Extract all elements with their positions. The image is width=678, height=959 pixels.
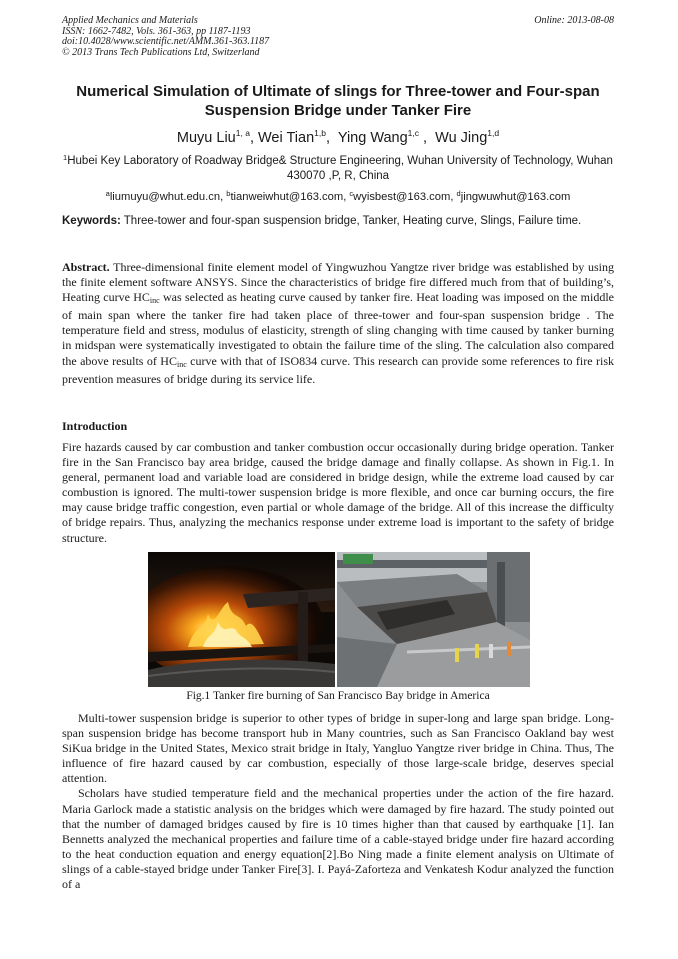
body-text bbox=[62, 711, 614, 892]
author-separator: , bbox=[249, 130, 258, 146]
author-superscript: 1,d bbox=[487, 128, 500, 138]
fire-photo bbox=[148, 552, 335, 687]
email-superscript: b bbox=[226, 189, 231, 198]
affiliation-superscript: 1 bbox=[63, 153, 68, 162]
journal-header bbox=[62, 16, 269, 58]
abstract-text: was selected as heating curve caused by tanker fire. Heat loading was imposed on the middle of main span where the tanker fire had taken place of three-tower and four-span suspension bridge . The temperature field and stress, modulus of elasticity, strength of sling changing with time caused by tanker burning in midspan were systematically investigated to obtain the failure time of the sling. The calculation also compared the above results of HC bbox=[62, 290, 614, 368]
email-separator: , bbox=[220, 191, 227, 203]
paper-title: Numerical Simulation of Ultimate of slings for Three-tower and Four-span Suspension Bridge under Tanker Fire bbox=[76, 83, 600, 119]
affiliation bbox=[62, 150, 614, 184]
author-separator: , bbox=[419, 130, 436, 146]
author-name: Muyu Liu bbox=[176, 130, 236, 146]
email-separator: , bbox=[343, 191, 350, 203]
email-separator: , bbox=[450, 191, 457, 203]
email-link[interactable]: tianweiwhut@163.com bbox=[230, 191, 344, 203]
section-heading-introduction: Introduction bbox=[62, 419, 128, 433]
author-name: Wei Tian bbox=[258, 130, 315, 146]
collapse-photo bbox=[337, 552, 530, 687]
email-link[interactable]: liumuyu@whut.edu.cn bbox=[109, 191, 221, 203]
abstract bbox=[62, 260, 614, 387]
author-name: Wu Jing bbox=[435, 130, 488, 146]
online-date: Online: 2013-08-08 bbox=[534, 15, 614, 26]
introduction-paragraph: Fire hazards caused by car combustion and tanker combustion occur occasionally during bridge operation. Tanker fire in the San Francisco bay area bridge, caused the bridge damage and finally collapse. As shown in Fig.1. In general, permanent load and variable load are considered in bridge design, while the extreme load caused by car combustion is ignored. The multi-tower suspension bridge is more flexible, and once car burning occurs, the fire may cause bridge traffic congestion, even partial or whole damage of the bridge. All of this increase the difficulty of bridge repairs. Thus, analyzing the mechanics response under extreme load is important to the safety of bridge structure. bbox=[62, 440, 614, 545]
keywords-text: Three-tower and four-span suspension bridge, Tanker, Heating curve, Slings, Failure time. bbox=[120, 215, 582, 227]
keywords-label: Keywords: bbox=[62, 215, 121, 227]
journal-issn: ISSN: 1662-7482, Vols. 361-363, pp 1187-1193 bbox=[62, 25, 251, 37]
journal-copyright: © 2013 Trans Tech Publications Ltd, Switzerland bbox=[62, 46, 260, 58]
email-link[interactable]: wyisbest@163.com bbox=[353, 191, 451, 203]
email-list bbox=[62, 187, 614, 204]
body-paragraph: Multi-tower suspension bridge is superior to other types of bridge in super-long and large span bridge. Long-span suspension bridge has become transport hub in Many countries, such as San Francisco Oakland bay west SiKua bridge in the United States, Mexico strait bridge in Italy, Yangluo Yangtze river bridge in China. Thus, The influence of fire hazard caused by car combustion, especially of those large-scale bridge, deserves special attention. bbox=[62, 711, 614, 786]
body-paragraph: Scholars have studied temperature field and the mechanical properties under the action of the fire hazard. Maria Garlock made a statistic analysis on the bridges which were damaged by fire hazard. The study pointed out that the number of damaged bridges caused by fire is 10 times higher than that caused by earthquake [1]. Ian Bennetts analyzed the mechanical properties and failure time of a cable-stayed bridge under fire hazard according to the heat conduction equation and energy equation[2].Bo Ning made a finite element analysis on Ultimate of slings of a cable-stayed bridge under Tanker Fire[3]. I. Payá-Zaforteza and Venkatesh Kodur analyzed the function of a bbox=[62, 786, 614, 892]
abstract-text: curve with that of ISO834 curve. This research can provide some references to fire risk prevention measures of bridge during its service life. bbox=[62, 353, 614, 386]
author-superscript: 1, a bbox=[235, 128, 250, 138]
abstract-text: Three-dimensional finite element model of Yingwuzhou Yangtze river bridge was established by using the finite element software ANSYS. Since the characteristics of bridge fire differed much from that of building’s, Heating curve HC bbox=[62, 260, 614, 305]
affiliation-text: Hubei Key Laboratory of Roadway Bridge& Structure Engineering, Wuhan University of Technology, Wuhan 430070 ,P, R, China bbox=[67, 155, 613, 182]
email-superscript: c bbox=[349, 189, 354, 198]
email-superscript: d bbox=[456, 189, 461, 198]
author-name: Ying Wang bbox=[337, 130, 408, 146]
abstract-subscript: inc bbox=[176, 359, 187, 369]
email-superscript: a bbox=[105, 189, 110, 198]
author-separator: , bbox=[325, 130, 338, 146]
email-link[interactable]: jingwuwhut@163.com bbox=[460, 191, 571, 203]
figure-caption: Fig.1 Tanker fire burning of San Francisco Bay bridge in America bbox=[186, 690, 490, 702]
journal-doi: doi:10.4028/www.scientific.net/AMM.361-363.1187 bbox=[62, 36, 270, 47]
author-list bbox=[62, 124, 614, 147]
keywords bbox=[62, 214, 614, 229]
abstract-subscript: inc bbox=[149, 296, 160, 306]
abstract-label: Abstract. bbox=[62, 260, 110, 274]
author-superscript: 1,c bbox=[407, 128, 420, 138]
journal-name: Applied Mechanics and Materials bbox=[62, 15, 198, 26]
author-superscript: 1,b bbox=[314, 128, 326, 138]
